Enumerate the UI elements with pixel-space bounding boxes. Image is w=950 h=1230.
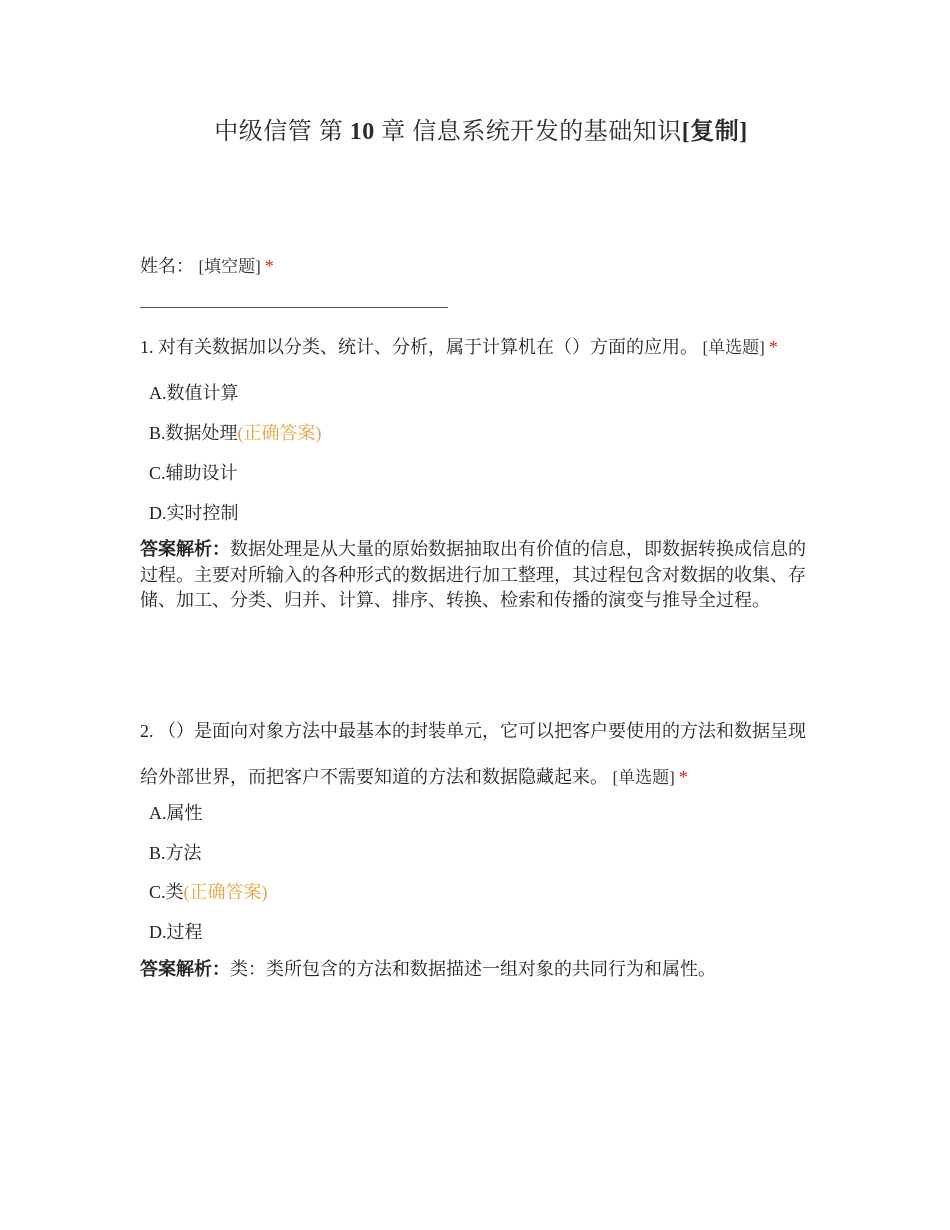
option-text: D.实时控制 bbox=[149, 503, 239, 523]
question-2-type-tag: [单选题] bbox=[612, 768, 675, 787]
analysis-text: 数据处理是从大量的原始数据抽取出有价值的信息，即数据转换成信息的过程。主要对所输入的各种形式的数据进行加工整理，其过程包含对数据的收集、存储、加工、分类、归并、计算、排序、转换、检索和传播的演变与推导全过程。 bbox=[140, 539, 806, 610]
question-2-option-d bbox=[149, 918, 203, 944]
question-1-option-b bbox=[149, 419, 322, 445]
analysis-text: 类：类所包含的方法和数据描述一组对象的共同行为和属性。 bbox=[230, 959, 716, 979]
correct-answer-label: (正确答案) bbox=[237, 423, 322, 443]
question-type-tag: [填空题] bbox=[198, 257, 261, 276]
copy-tag: [复制] bbox=[681, 119, 748, 145]
question-2-stem bbox=[140, 708, 820, 801]
question-1-type-tag: [单选题] bbox=[702, 338, 765, 357]
name-question bbox=[140, 252, 274, 278]
question-2-required-mark: * bbox=[678, 767, 688, 787]
question-2-option-b bbox=[149, 839, 202, 865]
question-1-required-mark: * bbox=[768, 337, 778, 357]
title-suffix: 章 信息系统开发的基础知识 bbox=[381, 119, 682, 145]
question-1-option-c bbox=[149, 459, 238, 485]
question-2-analysis bbox=[140, 957, 816, 983]
question-2-option-c bbox=[149, 878, 268, 904]
question-2-option-a bbox=[149, 799, 203, 825]
question-1-option-a bbox=[149, 379, 239, 405]
page-title bbox=[0, 111, 950, 146]
question-1-text: 1. 对有关数据加以分类、统计、分析，属于计算机在（）方面的应用。 bbox=[140, 337, 698, 357]
analysis-label: 答案解析： bbox=[140, 539, 230, 559]
question-1-analysis bbox=[140, 537, 816, 614]
question-1-option-d bbox=[149, 499, 239, 525]
option-text: B.方法 bbox=[149, 843, 202, 863]
option-text: A.属性 bbox=[149, 803, 203, 823]
name-answer-line[interactable] bbox=[140, 307, 448, 308]
option-text: C.类 bbox=[149, 882, 184, 902]
title-chapter-number: 10 bbox=[349, 119, 375, 145]
question-1-stem bbox=[140, 333, 820, 359]
required-mark: * bbox=[264, 256, 274, 276]
question-2-text: 2. （）是面向对象方法中最基本的封装单元，它可以把客户要使用的方法和数据呈现给外部世界，而把客户不需要知道的方法和数据隐藏起来。 bbox=[140, 721, 806, 787]
option-text: A.数值计算 bbox=[149, 383, 239, 403]
analysis-label: 答案解析： bbox=[140, 959, 230, 979]
option-text: D.过程 bbox=[149, 922, 203, 942]
title-prefix: 中级信管 第 bbox=[214, 119, 344, 145]
name-label: 姓名： bbox=[140, 256, 194, 276]
option-text: C.辅助设计 bbox=[149, 463, 238, 483]
correct-answer-label: (正确答案) bbox=[183, 882, 268, 902]
option-text: B.数据处理 bbox=[149, 423, 238, 443]
